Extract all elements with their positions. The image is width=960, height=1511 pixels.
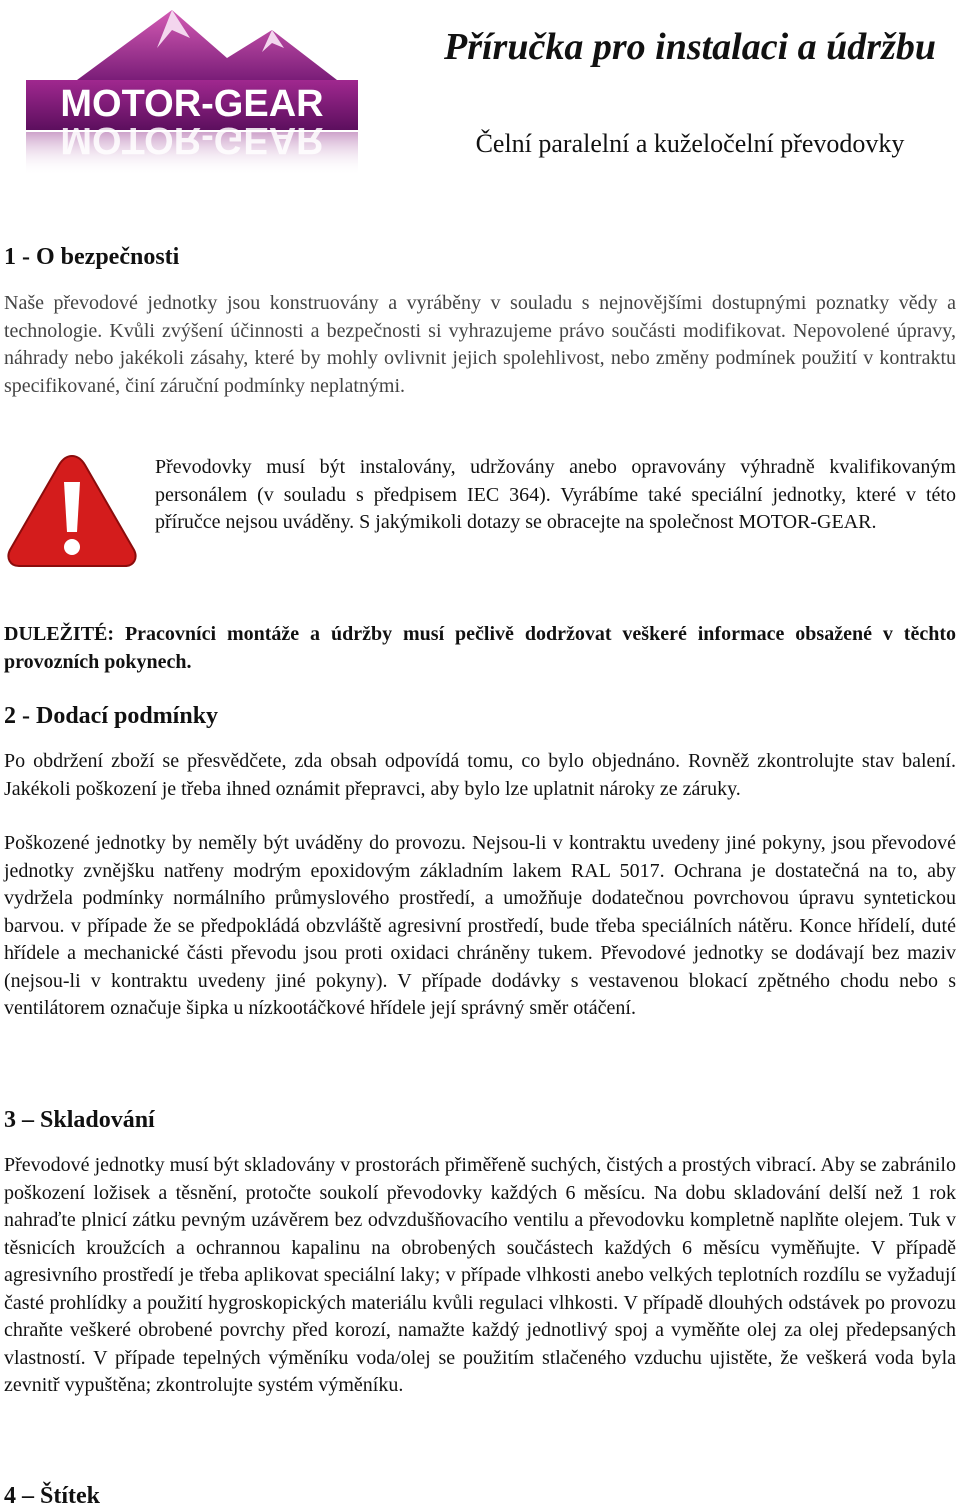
delivery-paragraph-2: Poškozené jednotky by neměly být uváděny do provozu. Nejsou-li v kontraktu uvedeny jiné pokyny, jsou převodové jednotky zvnějšku natřeny modrým epoxidovým základním lakem RAL 5017. Ochrana je dostatečná na to, aby vydržela podmínky normálního průmyslového prostředí, a umožňuje dodatečnou povrchovou úpravu syntetickou barvou. v případe že se předpokládá obzvláště agresivní prostředí, bude třeba speciálních nátěru. Konce hřídelí, duté hřídele a mechanické části převodu jsou proti oxidaci chráněny tukem. Převodové jednotky se dodávají bez maziv (nejsou-li v kontraktu uvedeny jiné pokyny). V případe dodávky s vestavenou blokací zpětného chodu nebo s ventilátorem označuje šipka u nízkootáčkové hřídele její správný směr otáčení. [4,832,956,1019]
logo-reflection: MOTOR-GEAR [60,119,324,161]
section-heading-label: 4 – Štítek [4,1483,100,1509]
warning-icon [4,450,140,572]
motor-gear-logo [22,8,362,208]
safety-warning-text: Převodovky musí být instalovány, udržovány anebo opravovány výhradně kvalifikovaným personálem (v souladu s předpisem IEC 364). Vyrábíme také speciální jednotky, které v této příručce nejsou uváděny. S jakýmikoli dotazy se obracejte na společnost MOTOR-GEAR. [155,456,956,533]
delivery-paragraph-1: Po obdržení zboží se přesvědčete, zda obsah odpovídá tomu, co bylo objednáno. Rovněž zkontrolujte stav balení. Jakékoli poškození je třeba ihned oznámit přepravci, aby bylo lze uplatnit nároky ze záruky. [4,750,956,800]
section-heading-safety: 1 - O bezpečnosti [4,244,180,270]
document-subtitle: Čelní paralelní a kuželočelní převodovky [475,129,905,158]
safety-paragraph: Naše převodové jednotky jsou konstruovány a vyráběny v souladu s nejnovějšími dostupnými poznatky vědy a technologie. Kvůli zvýšení účinnosti a bezpečnosti si vyhrazujeme právo součásti modifikovat. Nepovolené úpravy, náhrady nebo jakékoli zásahy, které by mohly ovlivnit jejich spolehlivost, nebo změny podmínek použití v kontraktu specifikované, činí záruční podmínky neplatnými. [4,292,956,397]
section-heading-delivery: 2 - Dodací podmínky [4,703,219,729]
section-heading-storage: 3 – Skladování [4,1107,155,1133]
document-title: Příručka pro instalaci a údržbu [444,26,936,68]
logo-text: MOTOR-GEAR [60,83,324,125]
storage-paragraph: Převodové jednotky musí být skladovány v prostorách přiměřeně suchých, čistých a prostých vibrací. Aby se zabránilo poškození ložisek a těsnění, protočte soukolí převodovky každých 6 měsícu. Na dobu skladování delší než 1 rok nahraďte plnicí zátku pevným uzávěrem bez odvzdušňovacího ventilu a převodovku kompletně naplňte olejem. Tuk v těsnicích kroužcích a ochrannou kapalinu na obrobených součástech každých 6 měsícu vyměňujte. V případě agresivního prostředí je třeba aplikovat speciální laky; v případe vlhkosti anebo velkých teplotních rozdílu se vyžadují časté prohlídky a použití hygroskopických materiálu kvůli regulaci vlhkosti. V případě dlouhých odstávek po provozu chraňte veškeré obrobené povrchy před korozí, namažte každý jednotlivý spoj a vyměňte olej za olej předepsaných vlastností. V případe tepelných výměníku voda/olej se použitím stlačeného vzduchu ujistěte, že veškerá voda byla zevnitř vypuštěna; zkontrolujte systém výměníku. [4,1154,956,1396]
important-notice: DULEŽITÉ: Pracovníci montáže a údržby musí pečlivě dodržovat veškeré informace obsažené v těchto provozních pokynech. [4,623,956,673]
